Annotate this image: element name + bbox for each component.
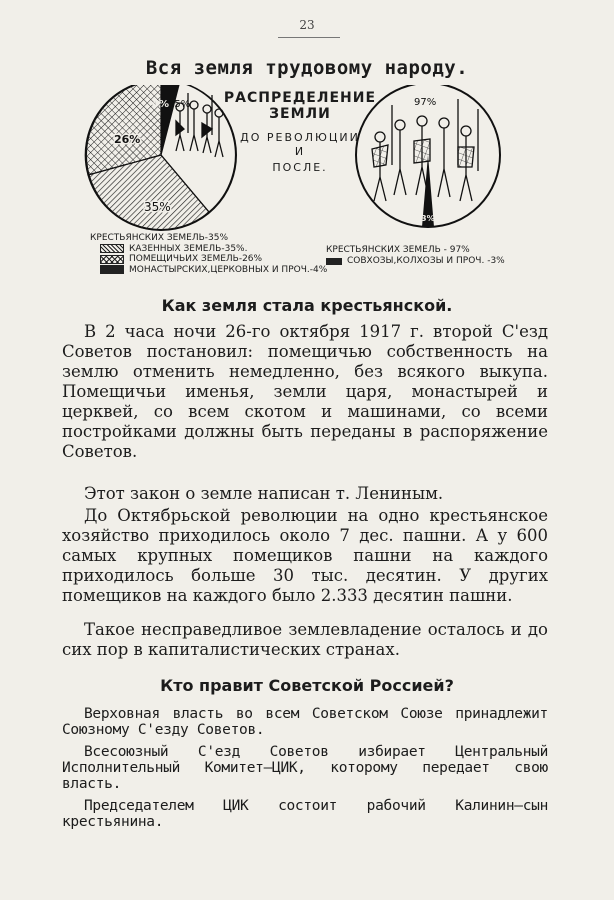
left-pie-label-26: 26% <box>114 133 141 146</box>
legend-text: КАЗЕННЫХ ЗЕМЕЛЬ-35%. <box>129 243 248 254</box>
right-pie-label-3: 3% <box>421 214 435 223</box>
page-number: 23 <box>299 18 315 32</box>
land-distribution-figure <box>80 85 540 285</box>
left-pie-label-35-bottom: 35% <box>144 200 171 214</box>
legend-item-state <box>90 244 330 255</box>
legend-item-peasant <box>90 233 330 244</box>
legend-item-landlord <box>90 254 330 265</box>
figure-title-line1: РАСПРЕДЕЛЕНИЕ <box>223 90 377 106</box>
right-pie-label-97: 97% <box>414 97 437 108</box>
paragraph: Верховная власть во всем Советском Союзе принадлежит Союзному С'езду Советов. <box>62 706 548 738</box>
left-pie-label-35-top: 35% <box>168 99 191 110</box>
figure-title-line2: ЗЕМЛИ <box>269 106 331 122</box>
legend-text: КРЕСТЬЯНСКИХ ЗЕМЕЛЬ - 97% <box>326 245 470 255</box>
legend-text: ПОМЕЩИЧЬИХ ЗЕМЕЛЬ-26% <box>129 254 263 264</box>
left-pie-label-4: 4% <box>152 99 169 110</box>
paragraph: Этот закон о земле написан т. Лениным. <box>84 484 444 503</box>
legend-text: КРЕСТЬЯНСКИХ ЗЕМЕЛЬ-35% <box>90 233 229 243</box>
paragraph: Всесоюзный С'езд Советов избирает Центральный Исполнительный Комитет—ЦИК, которому передает свою власть. <box>62 744 548 792</box>
paragraph: До Октябрьской революции на одно крестьянское хозяйство приходилось около 7 дес. пашни. А у 600 самых крупных помещиков пашни на каждого приходилось больше 30 тыс. десятин. У других помещиков на каждого было 2.333 десятин пашни. <box>62 506 548 605</box>
dark-swatch-icon <box>326 258 342 265</box>
paragraph: Такое несправедливое землевладение осталось и до сих пор в капиталистических странах. <box>62 620 548 659</box>
left-pie-legend <box>90 233 330 275</box>
figure-subtitle-line3: ПОСЛЕ. <box>272 161 328 174</box>
legend-text: СОВХОЗЫ,КОЛХОЗЫ И ПРОЧ. -3% <box>347 256 505 266</box>
hatch-swatch-icon <box>100 244 124 253</box>
paragraph: Председателем ЦИК состоит рабочий Калинин—сын крестьянина. <box>62 798 548 830</box>
legend-item-sovkhoz <box>326 256 566 267</box>
section-heading-land: Как земля стала крестьянской. <box>161 296 453 315</box>
right-pie-legend <box>326 245 566 267</box>
paragraph: В 2 часа ночи 26-го октября 1917 г. второй С'езд Советов постановил: помещичью собственность на землю отменить немедленно, без всякого выкупа. Помещичьи именья, земли царя, монастырей и церквей, со всем скотом и машинами, со всеми постройками должны быть переданы в распоряжение Советов. <box>62 322 548 461</box>
page-headline: Вся земля трудовому народу. <box>145 57 469 79</box>
figure-title <box>220 90 380 122</box>
figure-subtitle-line2: И <box>294 145 306 158</box>
legend-item-church <box>90 265 330 276</box>
dark-swatch-icon <box>100 265 124 274</box>
legend-item-peasant-after <box>326 245 566 256</box>
crosshatch-swatch-icon <box>100 255 124 264</box>
section-heading-power: Кто правит Советской Россией? <box>160 676 454 695</box>
page-number-rule <box>278 37 340 38</box>
figure-subtitle-line1: ДО РЕВОЛЮЦИИ <box>240 131 360 144</box>
legend-text: МОНАСТЫРСКИХ,ЦЕРКОВНЫХ И ПРОЧ.-4% <box>129 264 328 275</box>
